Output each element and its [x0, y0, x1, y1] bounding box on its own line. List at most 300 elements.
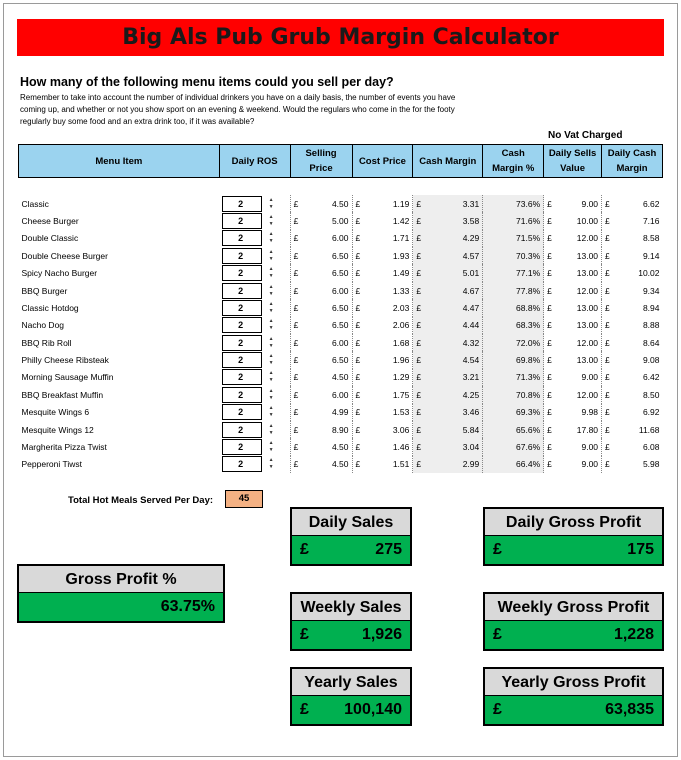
- yearly-gp-label: Yearly Gross Profit: [485, 669, 662, 696]
- currency-symbol: £: [355, 372, 361, 383]
- weekly-sales-value: 1,926: [361, 626, 402, 643]
- currency-symbol: £: [293, 337, 299, 348]
- currency-symbol: £: [605, 320, 610, 331]
- selling-price-cell: £ 6.00: [290, 386, 352, 403]
- currency-symbol: £: [547, 285, 552, 296]
- currency-symbol: £: [355, 268, 361, 279]
- daily-ros-cell: [219, 369, 290, 386]
- menu-item-name: Double Classic: [21, 233, 79, 244]
- currency-symbol: £: [355, 355, 361, 366]
- currency-symbol: £: [355, 233, 361, 244]
- spinner-arrows-icon[interactable]: ▲ ▼: [268, 440, 274, 454]
- selling-price-cell: £ 4.50: [290, 438, 352, 455]
- daily-gp-label: Daily Gross Profit: [485, 509, 662, 536]
- currency-symbol: £: [547, 407, 552, 418]
- cost-price-cell: £ 1.49: [352, 264, 413, 281]
- daily-sells-cell: £ 13.00: [544, 299, 602, 316]
- daily-sells-cell: £ 9.00: [544, 369, 602, 386]
- currency-symbol: £: [355, 337, 361, 348]
- table-row: [19, 386, 663, 403]
- spinner-arrows-icon[interactable]: ▲ ▼: [268, 370, 274, 384]
- currency-symbol: £: [293, 459, 299, 470]
- cash-margin-pct-cell: 77.1%: [483, 264, 544, 281]
- cost-price-cell: £ 1.46: [352, 438, 413, 455]
- daily-cash-margin-cell: £ 9.08: [602, 351, 663, 368]
- yearly-gp-value: 63,835: [605, 701, 654, 718]
- menu-item-name: Mesquite Wings 12: [21, 424, 94, 435]
- cash-margin-pct-cell: 71.5%: [483, 230, 544, 247]
- spinner-arrows-icon[interactable]: ▲ ▼: [268, 457, 274, 471]
- currency-symbol: £: [605, 198, 610, 209]
- currency-symbol: £: [293, 268, 299, 279]
- selling-price-cell: £ 6.00: [290, 282, 352, 299]
- currency-symbol: £: [355, 302, 361, 313]
- cash-margin-pct-cell: 67.6%: [483, 438, 544, 455]
- selling-price-cell: £ 6.00: [290, 230, 352, 247]
- currency-symbol: £: [605, 442, 610, 453]
- currency-symbol: £: [355, 389, 361, 400]
- cost-price-cell: £ 1.19: [352, 195, 413, 212]
- daily-ros-cell: [219, 421, 290, 438]
- daily-ros-input[interactable]: 2: [222, 387, 262, 403]
- currency-symbol: £: [355, 407, 361, 418]
- selling-price-cell: £ 6.00: [290, 334, 352, 351]
- menu-item-name: Spicy Nacho Burger: [21, 268, 98, 279]
- cost-price-cell: £ 2.06: [352, 317, 413, 334]
- cash-margin-pct-cell: 70.3%: [483, 247, 544, 264]
- daily-sells-cell: £ 9.98: [544, 404, 602, 421]
- cash-margin-pct-cell: 70.8%: [483, 386, 544, 403]
- currency-symbol: £: [355, 215, 361, 226]
- daily-gp-card: [483, 507, 664, 566]
- currency-symbol: £: [416, 355, 422, 366]
- currency-symbol: £: [547, 372, 552, 383]
- col-menu-item: Menu Item: [19, 145, 220, 178]
- currency-symbol: £: [605, 355, 610, 366]
- gross-profit-pct-label: Gross Profit %: [19, 566, 223, 593]
- question-text: How many of the following menu items could you sell per day?: [20, 75, 394, 89]
- currency-symbol: £: [605, 407, 610, 418]
- currency-symbol: £: [547, 389, 552, 400]
- cash-margin-cell: £ 4.25: [413, 386, 483, 403]
- daily-sells-cell: £ 13.00: [544, 264, 602, 281]
- weekly-gp-card: [483, 592, 664, 651]
- daily-sells-cell: £ 12.00: [544, 282, 602, 299]
- daily-ros-input[interactable]: 2: [222, 300, 262, 316]
- spinner-arrows-icon[interactable]: ▲ ▼: [268, 353, 274, 367]
- currency-symbol: £: [416, 302, 422, 313]
- cost-price-cell: £ 2.03: [352, 299, 413, 316]
- daily-cash-margin-cell: £ 7.16: [602, 212, 663, 229]
- daily-ros-cell: [219, 264, 290, 281]
- currency-symbol: £: [293, 302, 299, 313]
- currency-symbol: £: [416, 215, 422, 226]
- currency-symbol: £: [416, 424, 422, 435]
- currency-symbol: £: [493, 701, 502, 718]
- currency-symbol: £: [300, 701, 309, 718]
- daily-ros-cell: [219, 282, 290, 299]
- cash-margin-pct-cell: 77.8%: [483, 282, 544, 299]
- cash-margin-pct-cell: 72.0%: [483, 334, 544, 351]
- menu-item-name: BBQ Burger: [21, 285, 68, 296]
- daily-cash-margin-cell: £ 5.98: [602, 456, 663, 473]
- daily-ros-input[interactable]: 2: [222, 335, 262, 351]
- daily-ros-cell: [219, 247, 290, 264]
- cost-price-cell: £ 1.33: [352, 282, 413, 299]
- daily-ros-input[interactable]: 2: [222, 213, 262, 229]
- currency-symbol: £: [547, 268, 552, 279]
- total-meals-value: 45: [225, 490, 263, 508]
- menu-item-name: BBQ Rib Roll: [21, 337, 72, 348]
- daily-sales-value: 275: [375, 541, 402, 558]
- daily-cash-margin-cell: £ 6.62: [602, 195, 663, 212]
- daily-cash-margin-cell: £ 6.08: [602, 438, 663, 455]
- cost-price-cell: £ 1.71: [352, 230, 413, 247]
- cash-margin-cell: £ 4.57: [413, 247, 483, 264]
- currency-symbol: £: [293, 372, 299, 383]
- currency-symbol: £: [605, 250, 610, 261]
- daily-ros-input[interactable]: 2: [222, 422, 262, 438]
- spinner-arrows-icon[interactable]: ▲ ▼: [268, 266, 274, 280]
- table-row: [19, 230, 663, 247]
- daily-sells-cell: £ 13.00: [544, 317, 602, 334]
- table-row: [19, 334, 663, 351]
- menu-item-name: Classic: [21, 198, 49, 209]
- currency-symbol: £: [355, 320, 361, 331]
- currency-symbol: £: [355, 424, 361, 435]
- currency-symbol: £: [355, 250, 361, 261]
- currency-symbol: £: [416, 389, 422, 400]
- cash-margin-cell: £ 4.67: [413, 282, 483, 299]
- currency-symbol: £: [416, 233, 422, 244]
- cash-margin-cell: £ 4.54: [413, 351, 483, 368]
- daily-sells-cell: £ 17.80: [544, 421, 602, 438]
- yearly-sales-value: 100,140: [344, 701, 402, 718]
- spinner-arrows-icon[interactable]: ▲ ▼: [268, 196, 274, 210]
- menu-item-name: Mesquite Wings 6: [21, 407, 90, 418]
- daily-cash-margin-cell: £ 8.64: [602, 334, 663, 351]
- currency-symbol: £: [416, 372, 422, 383]
- cost-price-cell: £ 1.93: [352, 247, 413, 264]
- currency-symbol: £: [293, 355, 299, 366]
- daily-cash-margin-cell: £ 6.42: [602, 369, 663, 386]
- currency-symbol: £: [605, 215, 610, 226]
- gross-profit-pct-value: 63.75%: [160, 598, 215, 615]
- currency-symbol: £: [605, 424, 610, 435]
- daily-ros-input[interactable]: 2: [222, 456, 262, 472]
- table-row: [19, 195, 663, 212]
- col-cost-price: Cost Price: [352, 145, 413, 178]
- daily-ros-input[interactable]: 2: [222, 265, 262, 281]
- currency-symbol: £: [300, 541, 309, 558]
- daily-sells-cell: £ 12.00: [544, 334, 602, 351]
- currency-symbol: £: [605, 233, 610, 244]
- selling-price-cell: £ 4.99: [290, 404, 352, 421]
- cash-margin-pct-cell: 68.3%: [483, 317, 544, 334]
- col-daily-sells: Daily Sells Value: [544, 145, 602, 178]
- daily-ros-input[interactable]: 2: [222, 283, 262, 299]
- currency-symbol: £: [547, 215, 552, 226]
- menu-item-name: Cheese Burger: [21, 215, 79, 226]
- spinner-arrows-icon[interactable]: ▲ ▼: [268, 422, 274, 436]
- currency-symbol: £: [547, 337, 552, 348]
- spinner-arrows-icon[interactable]: ▲ ▼: [268, 283, 274, 297]
- currency-symbol: £: [416, 268, 422, 279]
- currency-symbol: £: [293, 198, 299, 209]
- cost-price-cell: £ 3.06: [352, 421, 413, 438]
- col-daily-ros: Daily ROS: [219, 145, 290, 178]
- currency-symbol: £: [355, 442, 361, 453]
- cash-margin-pct-cell: 68.8%: [483, 299, 544, 316]
- daily-sells-cell: £ 12.00: [544, 230, 602, 247]
- cash-margin-cell: £ 4.47: [413, 299, 483, 316]
- currency-symbol: £: [293, 424, 299, 435]
- daily-ros-input[interactable]: 2: [222, 369, 262, 385]
- menu-item-name: BBQ Breakfast Muffin: [21, 389, 104, 400]
- daily-cash-margin-cell: £ 8.50: [602, 386, 663, 403]
- currency-symbol: £: [293, 389, 299, 400]
- daily-ros-cell: [219, 438, 290, 455]
- yearly-gp-card: [483, 667, 664, 726]
- currency-symbol: £: [547, 424, 552, 435]
- cost-price-cell: £ 1.29: [352, 369, 413, 386]
- currency-symbol: £: [547, 320, 552, 331]
- table-row: [19, 404, 663, 421]
- cost-price-cell: £ 1.75: [352, 386, 413, 403]
- daily-gp-value: 175: [627, 541, 654, 558]
- currency-symbol: £: [416, 407, 422, 418]
- page-title: Big Als Pub Grub Margin Calculator: [122, 25, 559, 50]
- daily-cash-margin-cell: £ 9.14: [602, 247, 663, 264]
- selling-price-cell: £ 6.50: [290, 317, 352, 334]
- currency-symbol: £: [416, 198, 422, 209]
- daily-sells-cell: £ 9.00: [544, 438, 602, 455]
- currency-symbol: £: [605, 268, 610, 279]
- currency-symbol: £: [547, 459, 552, 470]
- table-row: [19, 351, 663, 368]
- table-row: [19, 438, 663, 455]
- daily-cash-margin-cell: £ 9.34: [602, 282, 663, 299]
- cash-margin-cell: £ 2.99: [413, 456, 483, 473]
- gross-profit-pct-card: [17, 564, 225, 623]
- selling-price-cell: £ 6.50: [290, 351, 352, 368]
- no-vat-label: No Vat Charged: [548, 130, 623, 141]
- col-cash-margin: Cash Margin: [413, 145, 483, 178]
- cash-margin-cell: £ 3.31: [413, 195, 483, 212]
- selling-price-cell: £ 4.50: [290, 369, 352, 386]
- table-row: [19, 456, 663, 473]
- currency-symbol: £: [605, 389, 610, 400]
- spinner-arrows-icon[interactable]: ▲ ▼: [268, 300, 274, 314]
- daily-ros-input[interactable]: 2: [222, 196, 262, 212]
- currency-symbol: £: [416, 337, 422, 348]
- cost-price-cell: £ 1.53: [352, 404, 413, 421]
- currency-symbol: £: [293, 233, 299, 244]
- currency-symbol: £: [355, 459, 361, 470]
- daily-sales-label: Daily Sales: [292, 509, 410, 536]
- spinner-arrows-icon[interactable]: ▲ ▼: [268, 405, 274, 419]
- table-row: [19, 212, 663, 229]
- currency-symbol: £: [416, 285, 422, 296]
- currency-symbol: £: [547, 355, 552, 366]
- daily-ros-input[interactable]: 2: [222, 230, 262, 246]
- selling-price-cell: £ 4.50: [290, 195, 352, 212]
- currency-symbol: £: [416, 250, 422, 261]
- currency-symbol: £: [605, 337, 610, 348]
- table-row: [19, 264, 663, 281]
- currency-symbol: £: [416, 320, 422, 331]
- cash-margin-pct-cell: 69.3%: [483, 404, 544, 421]
- cash-margin-pct-cell: 66.4%: [483, 456, 544, 473]
- menu-item-name: Pepperoni Tiwst: [21, 459, 82, 470]
- daily-ros-input[interactable]: 2: [222, 317, 262, 333]
- notes-text: Remember to take into account the number of individual drinkers you have on a daily basis, the number of events you have coming up, and whether or not you show sport on an evening & weekend. Would the regulars who come in the for the footy regularly buy some food and an extra drink too, if it was available?: [20, 93, 456, 126]
- weekly-sales-label: Weekly Sales: [292, 594, 410, 621]
- cash-margin-cell: £ 5.84: [413, 421, 483, 438]
- currency-symbol: £: [293, 407, 299, 418]
- cash-margin-cell: £ 3.58: [413, 212, 483, 229]
- header-row: [19, 145, 663, 178]
- daily-ros-input[interactable]: 2: [222, 439, 262, 455]
- selling-price-cell: £ 4.50: [290, 456, 352, 473]
- selling-price-cell: £ 6.50: [290, 247, 352, 264]
- spinner-arrows-icon[interactable]: ▲ ▼: [268, 213, 274, 227]
- currency-symbol: £: [293, 215, 299, 226]
- currency-symbol: £: [416, 459, 422, 470]
- selling-price-cell: £ 5.00: [290, 212, 352, 229]
- daily-ros-cell: [219, 351, 290, 368]
- currency-symbol: £: [547, 250, 552, 261]
- selling-price-cell: £ 8.90: [290, 421, 352, 438]
- cost-price-cell: £ 1.68: [352, 334, 413, 351]
- cash-margin-pct-cell: 69.8%: [483, 351, 544, 368]
- title-banner: [17, 19, 664, 56]
- daily-cash-margin-cell: £ 8.58: [602, 230, 663, 247]
- daily-ros-cell: [219, 317, 290, 334]
- daily-sells-cell: £ 12.00: [544, 386, 602, 403]
- daily-sales-card: [290, 507, 412, 566]
- col-selling-price: Selling Price: [290, 145, 352, 178]
- currency-symbol: £: [293, 442, 299, 453]
- menu-item-name: Morning Sausage Muffin: [21, 372, 114, 383]
- cash-margin-pct-cell: 71.6%: [483, 212, 544, 229]
- spinner-arrows-icon[interactable]: ▲ ▼: [268, 387, 274, 401]
- cash-margin-pct-cell: 73.6%: [483, 195, 544, 212]
- currency-symbol: £: [605, 459, 610, 470]
- cash-margin-pct-cell: 65.6%: [483, 421, 544, 438]
- daily-cash-margin-cell: £ 11.68: [602, 421, 663, 438]
- col-cash-margin-pct: Cash Margin %: [483, 145, 544, 178]
- cost-price-cell: £ 1.42: [352, 212, 413, 229]
- currency-symbol: £: [293, 250, 299, 261]
- yearly-sales-label: Yearly Sales: [292, 669, 410, 696]
- currency-symbol: £: [355, 285, 361, 296]
- cash-margin-cell: £ 4.44: [413, 317, 483, 334]
- table-row: [19, 282, 663, 299]
- cash-margin-cell: £ 3.46: [413, 404, 483, 421]
- table-row: [19, 247, 663, 264]
- total-meals-label: Total Hot Meals Served Per Day:: [68, 495, 214, 506]
- daily-sells-cell: £ 9.00: [544, 195, 602, 212]
- menu-item-name: Double Cheese Burger: [21, 250, 108, 261]
- cost-price-cell: £ 1.96: [352, 351, 413, 368]
- daily-sells-cell: £ 9.00: [544, 456, 602, 473]
- spinner-arrows-icon[interactable]: ▲ ▼: [268, 231, 274, 245]
- menu-item-name: Philly Cheese Ribsteak: [21, 355, 109, 366]
- currency-symbol: £: [605, 372, 610, 383]
- menu-item-name: Nacho Dog: [21, 320, 65, 331]
- currency-symbol: £: [300, 626, 309, 643]
- daily-sells-cell: £ 13.00: [544, 247, 602, 264]
- currency-symbol: £: [605, 285, 610, 296]
- menu-item-name: Classic Hotdog: [21, 302, 79, 313]
- table-row: [19, 369, 663, 386]
- col-daily-cash-margin: Daily Cash Margin: [602, 145, 663, 178]
- cash-margin-cell: £ 4.29: [413, 230, 483, 247]
- daily-ros-cell: [219, 299, 290, 316]
- currency-symbol: £: [493, 541, 502, 558]
- currency-symbol: £: [547, 442, 552, 453]
- daily-ros-cell: [219, 334, 290, 351]
- weekly-gp-value: 1,228: [613, 626, 654, 643]
- currency-symbol: £: [547, 302, 552, 313]
- selling-price-cell: £ 6.50: [290, 264, 352, 281]
- currency-symbol: £: [355, 198, 361, 209]
- currency-symbol: £: [293, 285, 299, 296]
- menu-item-name: Margherita Pizza Twist: [21, 442, 107, 453]
- currency-symbol: £: [547, 198, 552, 209]
- daily-cash-margin-cell: £ 6.92: [602, 404, 663, 421]
- spinner-arrows-icon[interactable]: ▲ ▼: [268, 248, 274, 262]
- daily-sells-cell: £ 10.00: [544, 212, 602, 229]
- daily-cash-margin-cell: £ 10.02: [602, 264, 663, 281]
- table-row: [19, 299, 663, 316]
- daily-ros-cell: [219, 195, 290, 212]
- cash-margin-pct-cell: 71.3%: [483, 369, 544, 386]
- daily-ros-cell: [219, 230, 290, 247]
- currency-symbol: £: [293, 320, 299, 331]
- cost-price-cell: £ 1.51: [352, 456, 413, 473]
- cash-margin-cell: £ 3.04: [413, 438, 483, 455]
- currency-symbol: £: [416, 442, 422, 453]
- cash-margin-cell: £ 5.01: [413, 264, 483, 281]
- daily-cash-margin-cell: £ 8.88: [602, 317, 663, 334]
- spinner-arrows-icon[interactable]: ▲ ▼: [268, 335, 274, 349]
- currency-symbol: £: [605, 302, 610, 313]
- cash-margin-cell: £ 3.21: [413, 369, 483, 386]
- currency-symbol: £: [547, 233, 552, 244]
- daily-cash-margin-cell: £ 8.94: [602, 299, 663, 316]
- daily-ros-input[interactable]: 2: [222, 404, 262, 420]
- daily-sells-cell: £ 13.00: [544, 351, 602, 368]
- table-row: [19, 421, 663, 438]
- daily-ros-cell: [219, 456, 290, 473]
- selling-price-cell: £ 6.50: [290, 299, 352, 316]
- daily-ros-cell: [219, 212, 290, 229]
- weekly-gp-label: Weekly Gross Profit: [485, 594, 662, 621]
- daily-ros-cell: [219, 404, 290, 421]
- daily-ros-input[interactable]: 2: [222, 352, 262, 368]
- menu-table: [18, 144, 663, 473]
- yearly-sales-card: [290, 667, 412, 726]
- spinner-arrows-icon[interactable]: ▲ ▼: [268, 318, 274, 332]
- daily-ros-cell: [219, 386, 290, 403]
- currency-symbol: £: [493, 626, 502, 643]
- table-row: [19, 317, 663, 334]
- daily-ros-input[interactable]: 2: [222, 248, 262, 264]
- cash-margin-cell: £ 4.32: [413, 334, 483, 351]
- weekly-sales-card: [290, 592, 412, 651]
